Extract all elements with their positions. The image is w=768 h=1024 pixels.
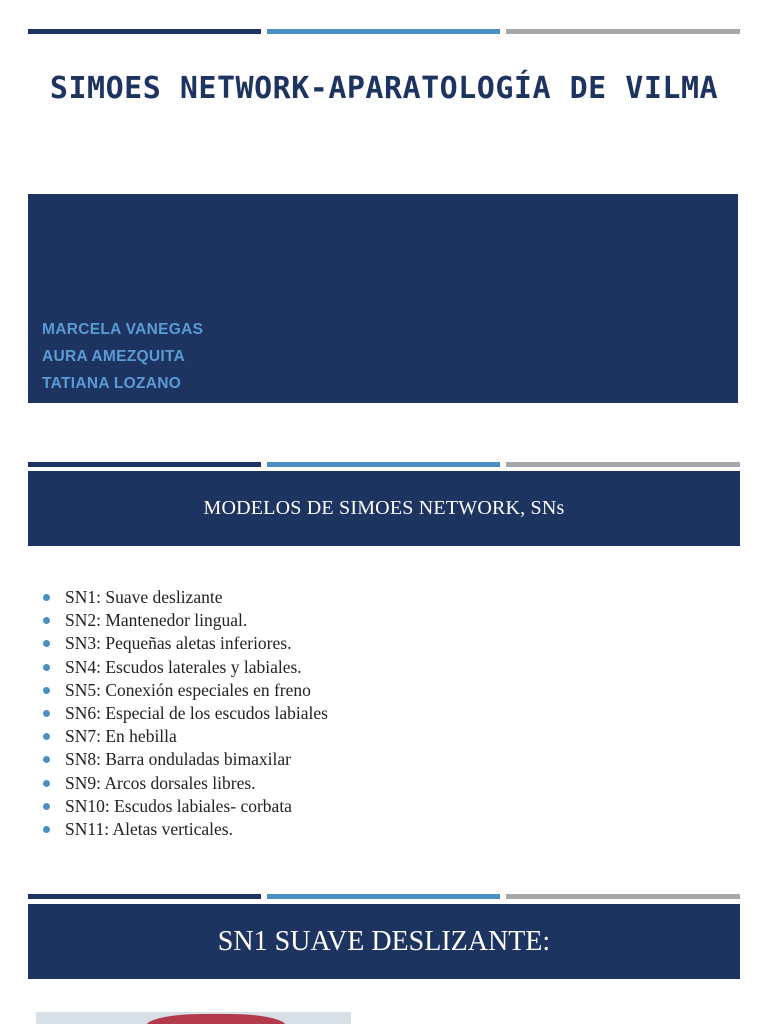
list-item xyxy=(43,586,328,609)
author-name: MARCELA VANEGAS xyxy=(42,321,204,338)
rule-segment-navy xyxy=(28,462,261,467)
bullet-icon xyxy=(43,826,50,833)
list-item-text: SN1: Suave deslizante xyxy=(65,587,223,607)
bullet-icon xyxy=(43,594,50,601)
slide3-heading-band xyxy=(28,904,740,979)
lip-shape xyxy=(146,1014,286,1024)
list-item xyxy=(43,772,328,795)
list-item-text: SN8: Barra onduladas bimaxilar xyxy=(65,749,291,770)
author-name: AURA AMEZQUITA xyxy=(42,348,186,365)
bullet-icon xyxy=(43,710,50,717)
author-panel xyxy=(28,194,738,403)
list-item-text: SN6: Especial de los escudos labiales xyxy=(65,703,328,724)
mouth-photo-image xyxy=(36,1012,351,1024)
list-item xyxy=(43,818,328,841)
slide-title-block xyxy=(28,70,740,108)
list-item xyxy=(43,725,328,748)
rule-segment-blue xyxy=(267,462,500,467)
list-item-text: SN3: Pequeñas aletas inferiores. xyxy=(65,633,292,654)
author-list xyxy=(42,316,203,397)
list-item xyxy=(43,795,328,818)
list-item-text: SN11: Aletas verticales. xyxy=(65,819,233,840)
list-item-text: SN2: Mantenedor lingual. xyxy=(65,610,248,631)
slide-title: SIMOES NETWORK-APARATOLOGÍA DE VILMA xyxy=(49,71,719,106)
list-item-text: SN10: Escudos labiales- corbata xyxy=(65,795,292,816)
slide2-heading: MODELOS DE SIMOES NETWORK, SNs xyxy=(203,497,565,519)
bullet-icon xyxy=(43,640,50,647)
rule-segment-blue xyxy=(267,894,500,899)
rule-segment-navy xyxy=(28,29,261,34)
list-item xyxy=(43,748,328,771)
bullet-icon xyxy=(43,687,50,694)
bullet-icon xyxy=(43,803,50,810)
list-item xyxy=(43,632,328,655)
list-item-text: SN5: Conexión especiales en freno xyxy=(65,679,311,700)
list-item xyxy=(43,702,328,725)
top-accent-rule xyxy=(28,29,740,34)
author-name: TATIANA LOZANO xyxy=(42,375,182,392)
slide3-accent-rule xyxy=(28,894,740,899)
rule-segment-navy xyxy=(28,894,261,899)
slide2-accent-rule xyxy=(28,462,740,467)
list-item-text: SN9: Arcos dorsales libres. xyxy=(65,772,256,793)
list-item-text: SN4: Escudos laterales y labiales. xyxy=(65,656,302,677)
bullet-icon xyxy=(43,617,50,624)
bullet-icon xyxy=(43,780,50,787)
bullet-icon xyxy=(43,664,50,671)
model-list xyxy=(43,586,328,841)
list-item-text: SN7: En hebilla xyxy=(65,726,177,747)
bullet-icon xyxy=(43,756,50,763)
list-item xyxy=(43,656,328,679)
rule-segment-blue xyxy=(267,29,500,34)
slide2-heading-band xyxy=(28,471,740,546)
rule-segment-gray xyxy=(506,894,740,899)
rule-segment-gray xyxy=(506,29,740,34)
list-item xyxy=(43,609,328,632)
bullet-icon xyxy=(43,733,50,740)
slide3-heading: SN1 SUAVE DESLIZANTE: xyxy=(217,925,551,957)
list-item xyxy=(43,679,328,702)
rule-segment-gray xyxy=(506,462,740,467)
